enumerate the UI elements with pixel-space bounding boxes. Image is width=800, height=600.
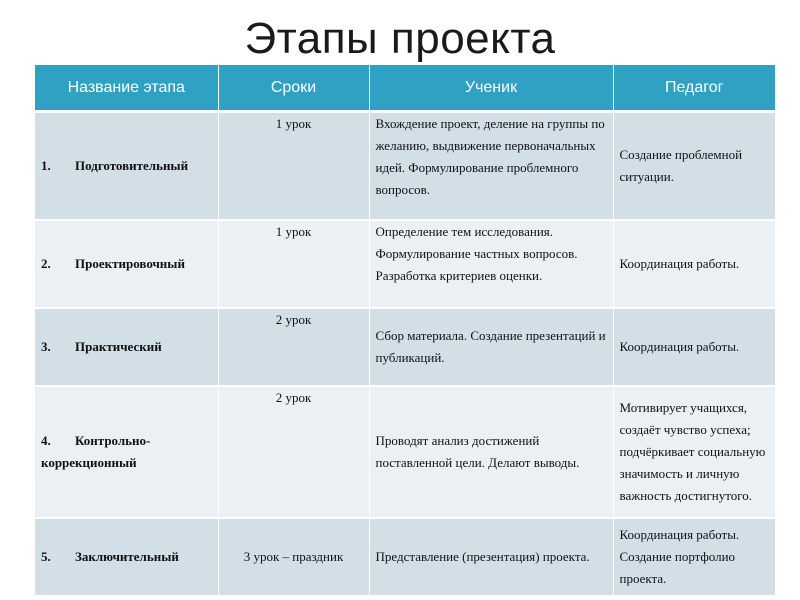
stage-name: Контрольно-коррекционный (41, 432, 151, 470)
page-title: Этапы проекта (244, 14, 556, 63)
stage-cell (35, 518, 218, 596)
table-row (35, 220, 775, 308)
stage-number: 1. (41, 157, 51, 173)
term-text: 3 урок – праздник (243, 548, 344, 564)
table-row (35, 386, 775, 518)
table-row (35, 308, 775, 386)
teacher-cell: Создание проблемной ситуации. (613, 112, 775, 220)
stage-name: Заключительный (75, 548, 179, 564)
student-text: Представление (презентация) проекта. (375, 548, 590, 564)
stage-name: Практический (75, 338, 162, 354)
table-row (35, 518, 775, 596)
term-cell: 1 урок (218, 220, 369, 308)
student-text: Сбор материала. Создание презентаций и публикаций. (375, 327, 606, 365)
term-cell: 2 урок (218, 308, 369, 386)
header-stage-name: Название этапа (35, 65, 218, 112)
student-cell (369, 518, 613, 596)
student-text: Проводят анализ достижений поставленной цели. Делают выводы. (375, 432, 580, 470)
stage-number: 5. (41, 548, 51, 564)
term-cell: 1 урок (218, 112, 369, 220)
header-term: Сроки (218, 65, 369, 112)
teacher-cell: Координация работы. (613, 220, 775, 308)
student-cell (369, 386, 613, 518)
stage-cell (35, 308, 218, 386)
stages-table (35, 65, 775, 597)
stage-number: 2. (41, 255, 51, 271)
table-row (35, 112, 775, 220)
student-cell: Определение тем исследования. Формулирование частных вопросов. Разработка критериев оценки. (369, 220, 613, 308)
stage-number: 3. (41, 338, 51, 354)
stage-name: Подготовительный (75, 157, 189, 173)
header-teacher: Педагог (613, 65, 775, 112)
stage-number: 4. (41, 432, 51, 448)
stage-cell (35, 220, 218, 308)
term-cell (218, 518, 369, 596)
header-student: Ученик (369, 65, 613, 112)
table-header-row (35, 65, 775, 112)
teacher-cell: Мотивирует учащихся, создаёт чувство успеха; подчёркивает социальную значимость и личную важность достигнутого. (613, 386, 775, 518)
stage-cell (35, 112, 218, 220)
stage-cell (35, 386, 218, 518)
student-cell (369, 308, 613, 386)
teacher-cell: Координация работы. Создание портфолио проекта. (613, 518, 775, 596)
stage-name: Проектировочный (75, 255, 185, 271)
teacher-cell: Координация работы. (613, 308, 775, 386)
student-cell: Вхождение проект, деление на группы по желанию, выдвижение первоначальных идей. Формулирование проблемного вопросов. (369, 112, 613, 220)
term-cell: 2 урок (218, 386, 369, 518)
